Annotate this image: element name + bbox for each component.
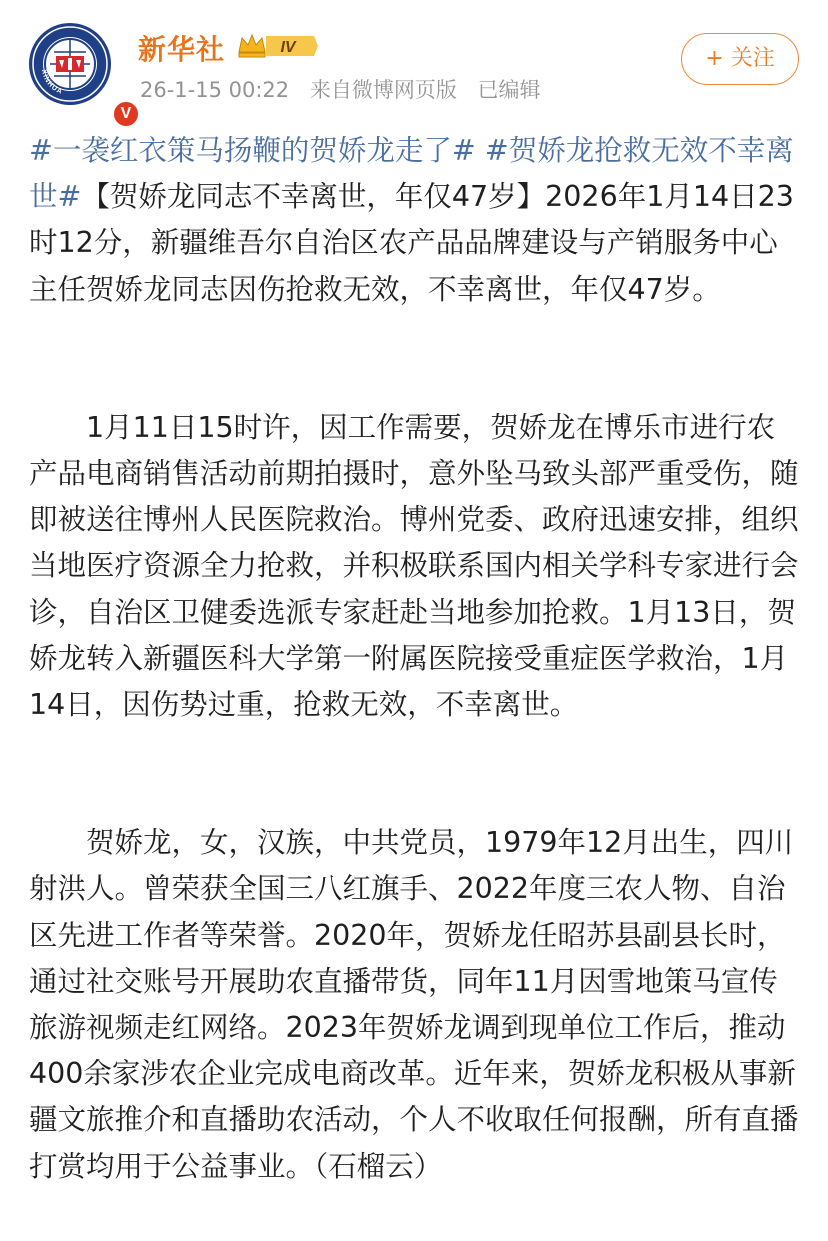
post-paragraph-2: 1月11日15时许，因工作需要，贺娇龙在博乐市进行农产品电商销售活动前期拍摄时，意外坠马致头部严重受伤，随即被送往博州人民医院救治。博州党委、政府迅速安排，组织当地医疗资源全力抢救，并积极联系国内相关学科专家进行会诊，自治区卫健委选派专家赶赴当地参加抢救。1月13日，贺娇龙转入新疆医科大学第一附属医院接受重症医学救治，1月14日，因伤势过重，抢救无效，不幸离世。 <box>29 410 799 722</box>
post-meta <box>140 74 555 104</box>
verified-v-icon: V <box>111 99 141 129</box>
author-name[interactable]: 新华社 <box>138 33 226 66</box>
level-text: IV <box>280 39 296 56</box>
xinhua-logo-icon <box>28 22 112 106</box>
post-headline: 【贺娇龙同志不幸离世，年仅47岁】 <box>81 180 546 214</box>
post-date: 26-1-15 00:22 <box>140 78 290 102</box>
follow-button[interactable]: + 关注 <box>681 33 799 85</box>
avatar[interactable] <box>28 22 132 122</box>
post-paragraph-1: 2026年1月14日23时12分，新疆维吾尔自治区农产品品牌建设与产销服务中心主任贺娇龙同志因伤抢救无效，不幸离世，年仅47岁。 <box>29 180 794 306</box>
post-header <box>0 0 828 125</box>
post-content <box>29 128 801 1190</box>
hashtag-link[interactable]: #贺娇龙抢救无效不幸离世# <box>29 134 794 214</box>
post-paragraph-3: 贺娇龙，女，汉族，中共党员，1979年12月出生，四川射洪人。曾荣获全国三八红旗手、2022年度三农人物、自治区先进工作者等荣誉。2020年，贺娇龙任昭苏县副县长时，通过社交账号开展助农直播带货，同年11月因雪地策马宣传旅游视频走红网络。2023年贺娇龙调到现单位工作后，推动400余家涉农企业完成电商改革。近年来，贺娇龙积极从事新疆文旅推介和直播助农活动，个人不收取任何报酬，所有直播打赏均用于公益事业。（石榴云） <box>29 826 799 1183</box>
logo-ring-text: XINHUA <box>39 68 64 96</box>
post-intro <box>29 128 801 313</box>
crown-level-icon[interactable] <box>236 30 320 62</box>
post-edited[interactable]: 已编辑 <box>477 78 541 102</box>
hashtag-link[interactable]: #一袭红衣策马扬鞭的贺娇龙走了# <box>29 134 476 167</box>
post-source[interactable]: 来自微博网页版 <box>309 78 457 102</box>
